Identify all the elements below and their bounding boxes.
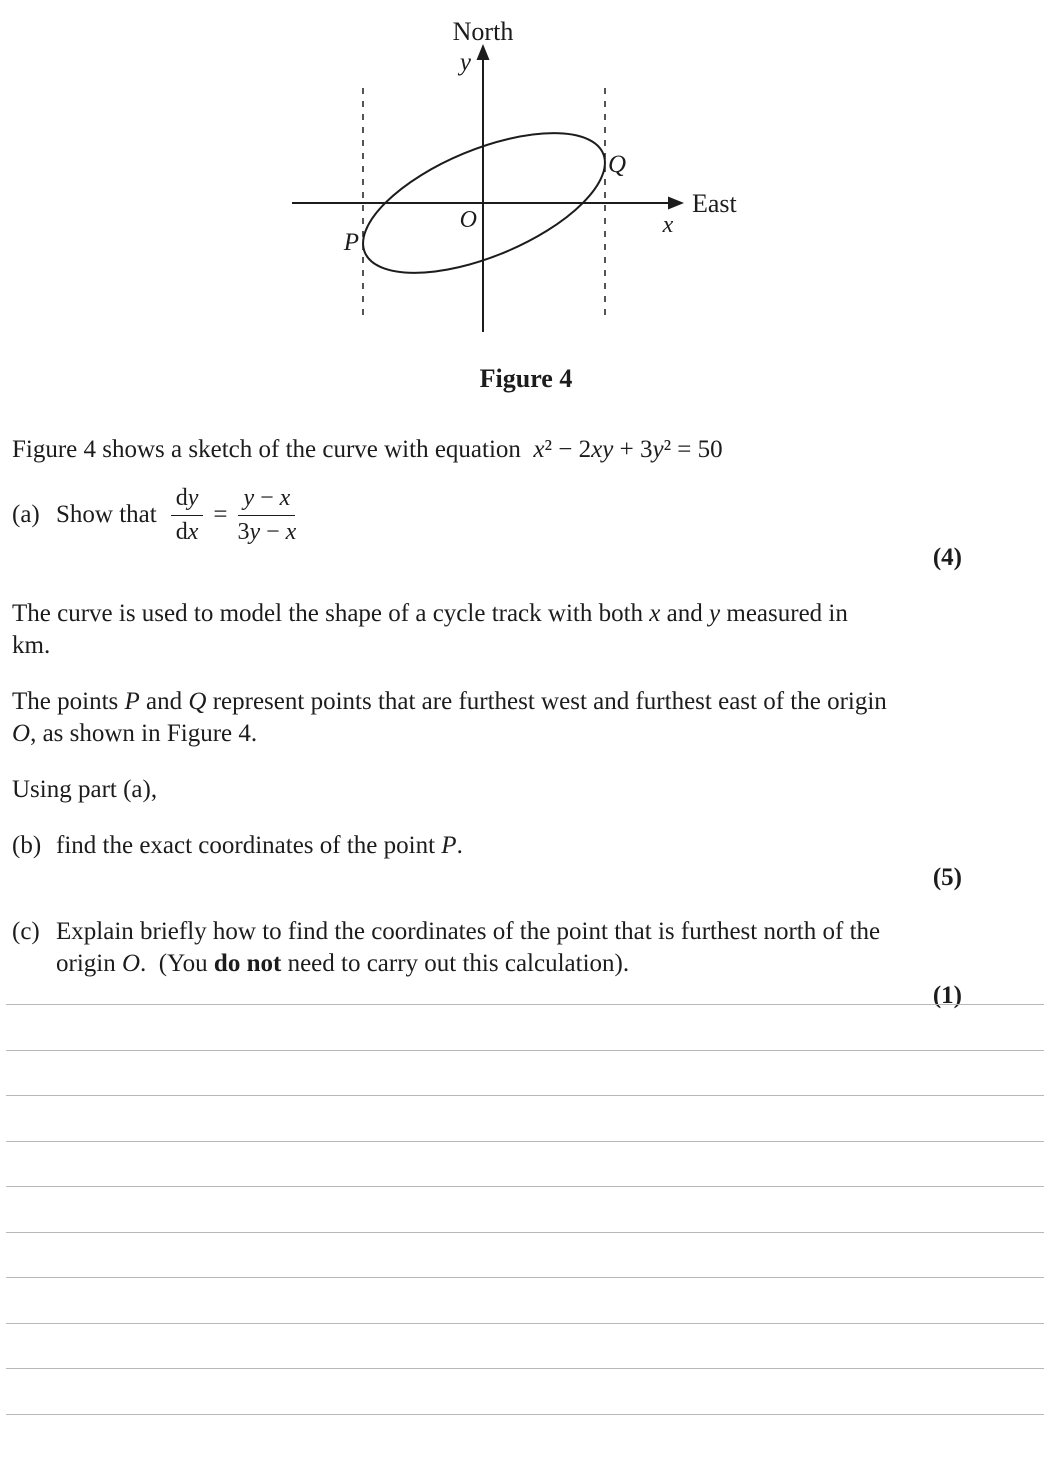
part-c bbox=[12, 916, 1012, 980]
rhs-numerator: y − x bbox=[238, 485, 295, 516]
derivative-denominator: dx bbox=[175, 518, 199, 545]
east-label: East bbox=[692, 189, 737, 218]
part-b-label: (b) bbox=[12, 832, 42, 859]
answer-line bbox=[6, 1277, 1044, 1278]
north-label: North bbox=[452, 17, 514, 46]
model-paragraph: The curve is used to model the shape of a cycle track with both x and y measured in km. bbox=[12, 600, 848, 659]
figure-4-sketch bbox=[0, 0, 1052, 345]
rhs-denominator: 3y − x bbox=[237, 518, 297, 545]
y-axis-label: y bbox=[459, 49, 471, 76]
part-c-label: (c) bbox=[12, 918, 40, 945]
x-axis-arrow-icon bbox=[668, 197, 684, 210]
part-b bbox=[12, 830, 1012, 862]
x-axis-label: x bbox=[662, 212, 674, 238]
answer-line bbox=[6, 1186, 1044, 1187]
answer-line bbox=[6, 1095, 1044, 1096]
part-c-text: Explain briefly how to find the coordinates of the point that is furthest north of the origin O. (You do not need to carry out this calculation). bbox=[56, 918, 881, 977]
figure-4 bbox=[0, 0, 1052, 394]
derivative-fraction bbox=[171, 485, 204, 546]
answer-line bbox=[6, 1368, 1044, 1369]
part-a-label: (a) bbox=[12, 501, 40, 528]
part-a-lead: Show that bbox=[56, 501, 157, 528]
part-a bbox=[12, 478, 1012, 552]
answer-line bbox=[6, 1141, 1044, 1142]
point-q-label: Q bbox=[608, 151, 627, 178]
part-b-text: find the exact coordinates of the point P. bbox=[56, 832, 463, 859]
part-a-marks: (4) bbox=[932, 544, 962, 571]
figure-caption: Figure 4 bbox=[479, 364, 573, 393]
y-axis-arrow-icon bbox=[477, 44, 490, 60]
origin-label: O bbox=[459, 207, 477, 233]
answer-line bbox=[6, 1232, 1044, 1233]
answer-line bbox=[6, 1004, 1044, 1005]
part-b-marks: (5) bbox=[932, 864, 962, 891]
part-c-marks: (1) bbox=[932, 982, 962, 1009]
equals-sign: = bbox=[213, 501, 228, 528]
intro-paragraph: Figure 4 shows a sketch of the curve with equation x² − 2xy + 3y² = 50 bbox=[12, 436, 723, 463]
points-paragraph: The points P and Q represent points that are furthest west and furthest east of the origin O, as shown in Figure 4. bbox=[12, 688, 887, 747]
answer-line bbox=[6, 1414, 1044, 1415]
point-p-label: P bbox=[343, 229, 359, 256]
derivative-numerator: dy bbox=[171, 485, 204, 516]
answer-lines bbox=[6, 1004, 1044, 1459]
using-part-a-paragraph: Using part (a), bbox=[12, 776, 158, 803]
answer-line bbox=[6, 1050, 1044, 1051]
answer-line bbox=[6, 1323, 1044, 1324]
rhs-fraction bbox=[237, 485, 296, 546]
